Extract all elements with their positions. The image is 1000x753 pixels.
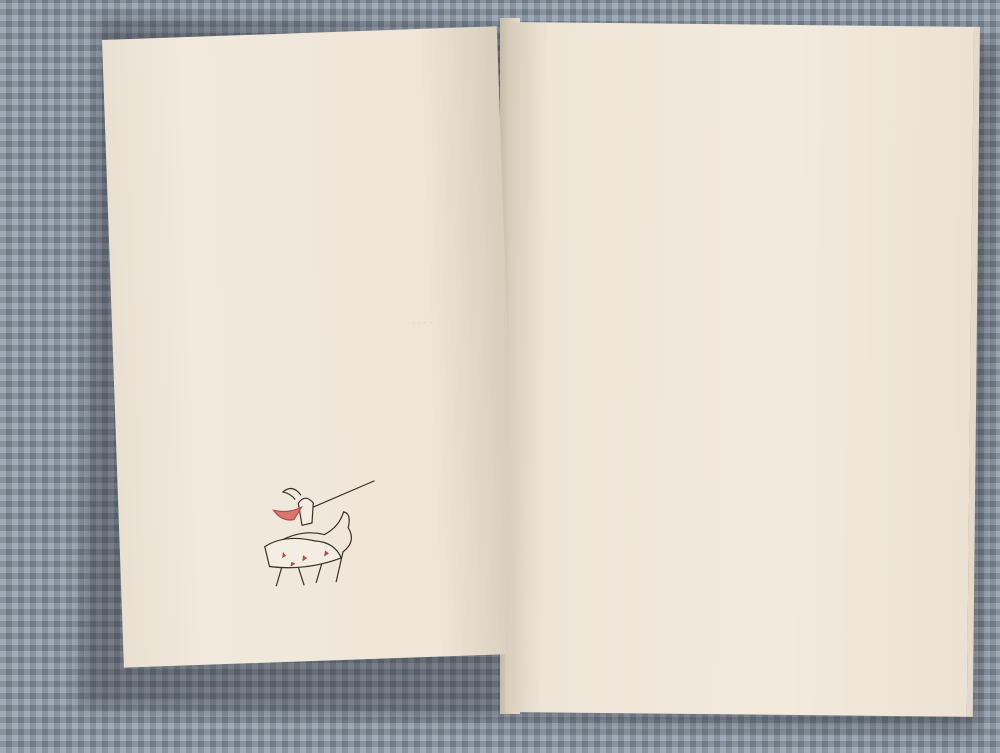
toc-entry <box>529 92 953 96</box>
toc-entry-title <box>529 92 925 96</box>
toc-entry-title <box>529 92 925 96</box>
section-text <box>160 323 481 334</box>
section-paragraph <box>160 323 481 334</box>
intro-paragraph <box>153 119 474 130</box>
toc-entry-title <box>529 92 925 96</box>
left-page <box>102 26 519 667</box>
toc-entry <box>529 92 953 96</box>
toc-entry-title <box>529 92 925 96</box>
toc-entry-title <box>529 92 925 96</box>
toc-entry <box>529 92 953 96</box>
intro-text <box>153 119 474 130</box>
toc-title <box>511 70 973 75</box>
bleed-through-text: · · · · <box>411 318 433 330</box>
toc-entry-title <box>529 92 925 96</box>
toc-entry <box>529 92 953 96</box>
toc-entry <box>529 92 953 96</box>
toc-entry <box>529 92 953 96</box>
toc-entry <box>529 92 953 96</box>
section-paragraph <box>160 323 481 334</box>
toc-entry-title <box>529 92 925 96</box>
toc-entry <box>529 92 953 96</box>
toc-entry-title <box>529 92 925 96</box>
toc-entry-title <box>529 92 925 96</box>
toc-entry <box>529 92 953 96</box>
toc-entry <box>529 92 953 96</box>
knight-illustration <box>242 470 386 595</box>
toc-entry-title <box>529 92 925 96</box>
toc-entry-title <box>529 92 925 96</box>
toc-entry-title <box>529 92 925 96</box>
toc-entry-title <box>529 92 925 96</box>
toc-entry-title <box>529 92 925 96</box>
toc-entry <box>529 92 953 96</box>
toc-entry <box>529 92 953 96</box>
toc-entry <box>529 92 953 96</box>
right-page <box>505 22 980 717</box>
toc-entry <box>529 92 953 96</box>
toc-entry-title <box>529 92 925 96</box>
intro-paragraph <box>153 119 474 130</box>
section-heading <box>111 288 506 302</box>
toc-entry-title <box>529 92 925 96</box>
toc-entry <box>529 92 953 96</box>
table-of-contents <box>529 92 953 96</box>
toc-entry <box>529 92 953 96</box>
